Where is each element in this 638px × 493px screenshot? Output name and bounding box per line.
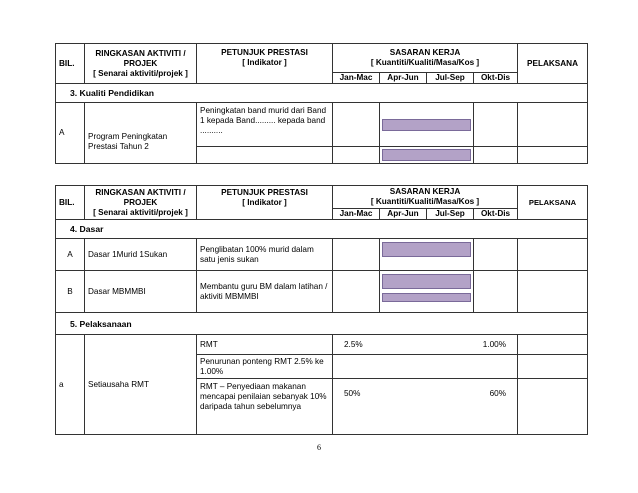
header-bil: BIL. — [56, 186, 85, 220]
header-pelaksana: PELAKSANA — [518, 44, 588, 84]
indicator-cell: Peningkatan band murid dari Band 1 kepada Band......... kepada band .......... — [197, 103, 333, 147]
target-range: 50% 60% — [333, 379, 518, 435]
schedule-bar — [382, 149, 471, 161]
indicator-cell: RMT – Penyediaan makanan mencapai penilaian sebanyak 10% daripada tahun sebelumnya — [197, 379, 333, 435]
quarter-label: Apr-Jun — [380, 73, 427, 84]
activity-cell: Dasar 1Murid 1Sukan — [85, 239, 197, 271]
header-petunjuk: PETUNJUK PRESTASI [ Indikator ] — [197, 44, 333, 84]
indicator-cell: Penglibatan 100% murid dalam satu jenis sukan — [197, 239, 333, 271]
activity-cell: Program Peningkatan Prestasi Tahun 2 — [85, 103, 197, 164]
quarter-label: Okt-Dis — [474, 73, 518, 84]
indicator-cell: Membantu guru BM dalam latihan / aktiviti MBMMBI — [197, 271, 333, 313]
row-bil: B — [56, 271, 85, 313]
header-petunjuk: PETUNJUK PRESTASI [ Indikator ] — [197, 186, 333, 220]
header-sasaran: SASARAN KERJA [ Kuantiti/Kualiti/Masa/Kos ] — [333, 44, 518, 73]
activity-cell: Setiausaha RMT — [85, 335, 197, 435]
indicator-cell: Penurunan ponteng RMT 2.5% ke 1.00% — [197, 355, 333, 379]
table-section-4-5 — [55, 185, 588, 435]
section-title: 3. Kualiti Pendidikan — [56, 84, 588, 103]
quarter-label: Jan-Mac — [333, 209, 380, 220]
table-section-3 — [55, 43, 588, 164]
header-ringkasan: RINGKASAN AKTIVITI / PROJEK [ Senarai aktiviti/projek ] — [85, 44, 197, 84]
quarter-label: Jul-Sep — [427, 73, 474, 84]
indicator-cell: RMT — [197, 335, 333, 355]
activity-cell: Dasar MBMMBI — [85, 271, 197, 313]
header-pelaksana: PELAKSANA — [518, 186, 588, 220]
schedule-bar — [382, 293, 471, 302]
row-bil: A — [56, 103, 85, 164]
section-title: 4. Dasar — [56, 220, 588, 239]
header-ringkasan: RINGKASAN AKTIVITI / PROJEK [ Senarai aktiviti/projek ] — [85, 186, 197, 220]
row-bil: A — [56, 239, 85, 271]
quarter-label: Okt-Dis — [474, 209, 518, 220]
row-bil: a — [56, 335, 85, 435]
schedule-bar — [382, 274, 471, 289]
schedule-bar — [382, 119, 471, 131]
page-number: 6 — [317, 443, 321, 452]
schedule-bar — [382, 242, 471, 257]
quarter-label: Apr-Jun — [380, 209, 427, 220]
target-range: 2.5% 1.00% — [333, 335, 518, 355]
quarter-label: Jan-Mac — [333, 73, 380, 84]
quarter-label: Jul-Sep — [427, 209, 474, 220]
header-bil: BIL. — [56, 44, 85, 84]
section-title: 5. Pelaksanaan — [56, 313, 588, 335]
header-sasaran: SASARAN KERJA [ Kuantiti/Kualiti/Masa/Kos ] — [333, 186, 518, 209]
